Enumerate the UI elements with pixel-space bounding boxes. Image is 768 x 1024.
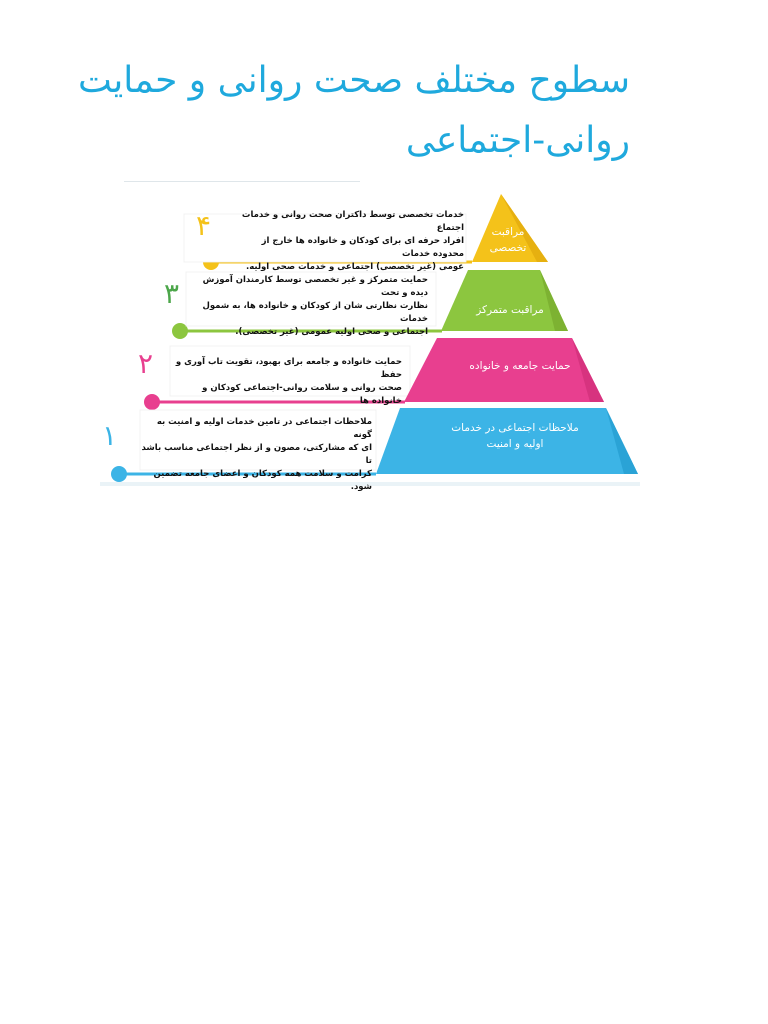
level-2-description — [170, 356, 402, 408]
pyramid-diagram — [100, 176, 648, 492]
level-3-description-line-1: حمایت متمرکز و غیر تخصصی توسط کارمندان آموزش دیده و تحت — [202, 275, 428, 298]
level-4-label-line-2: تخصصی — [489, 242, 527, 254]
level-2-description-line-2: صحت روانی و سلامت روانی-اجتماعی کودکان و خانواده ها — [202, 383, 402, 406]
level-4-number: ۴ — [196, 209, 212, 242]
level-3-description-line-3: اجتماعی و صحی اولیه عمومی (غیر تخصصی). — [235, 327, 428, 337]
level-4-label-line-1: مراقبت — [491, 226, 525, 238]
level-1-description — [140, 416, 372, 494]
level-3-label-line-1: مراقبت متمرکز — [476, 304, 544, 316]
page-title-line-1: سطوح مختلف صحت روانی و حمایت — [77, 60, 630, 101]
level-3-description — [196, 274, 428, 339]
level-1-description-line-2: ای که مشارکتی، مصون و از نظر اجتماعی مناسب باشد تا — [141, 443, 372, 466]
level-1-number: ۱ — [102, 419, 118, 452]
level-3-number: ۳ — [164, 277, 180, 310]
level-2-label — [450, 358, 590, 374]
level-1-label-line-2: اولیه و امنیت — [486, 438, 544, 450]
level-3-label — [460, 302, 560, 318]
level-4-description — [232, 209, 464, 274]
level-4-label — [476, 224, 540, 256]
level-1-label — [430, 420, 600, 452]
level-4-description-line-2: افراد حرفه ای برای کودکان و خانواده ها خارج از محدوده خدمات — [261, 236, 464, 259]
level-1-label-line-1: ملاحظات اجتماعی در خدمات — [451, 422, 579, 434]
level-4-description-line-1: خدمات تخصصی توسط داکتران صحت روانی و خدمات اجتماع — [241, 210, 464, 233]
level-2-number: ۲ — [138, 347, 154, 380]
level-4-description-line-3: عومی (غیر تخصصی) اجتماعی و خدمات صحی اولیه. — [245, 262, 464, 272]
level-1-description-line-1: ملاحظات اجتماعی در تامین خدمات اولیه و امنیت به گونه — [156, 417, 372, 440]
level-2-label-line-1: حمایت جامعه و خانواده — [469, 360, 571, 372]
level-3-description-line-2: نظارت نظارتی شان از کودکان و خانواده ها، به شمول خدمات — [202, 301, 428, 324]
level-1-description-line-3: کرامت و سلامت همه کودکان و اعضای جامعه تضمین شود. — [153, 469, 372, 492]
level-2-description-line-1: حمایت خانواده و جامعه برای بهبود، تقویت تاب آوری و حفظ — [175, 357, 402, 380]
page-title-line-2: روانی-اجتماعی — [405, 120, 630, 161]
